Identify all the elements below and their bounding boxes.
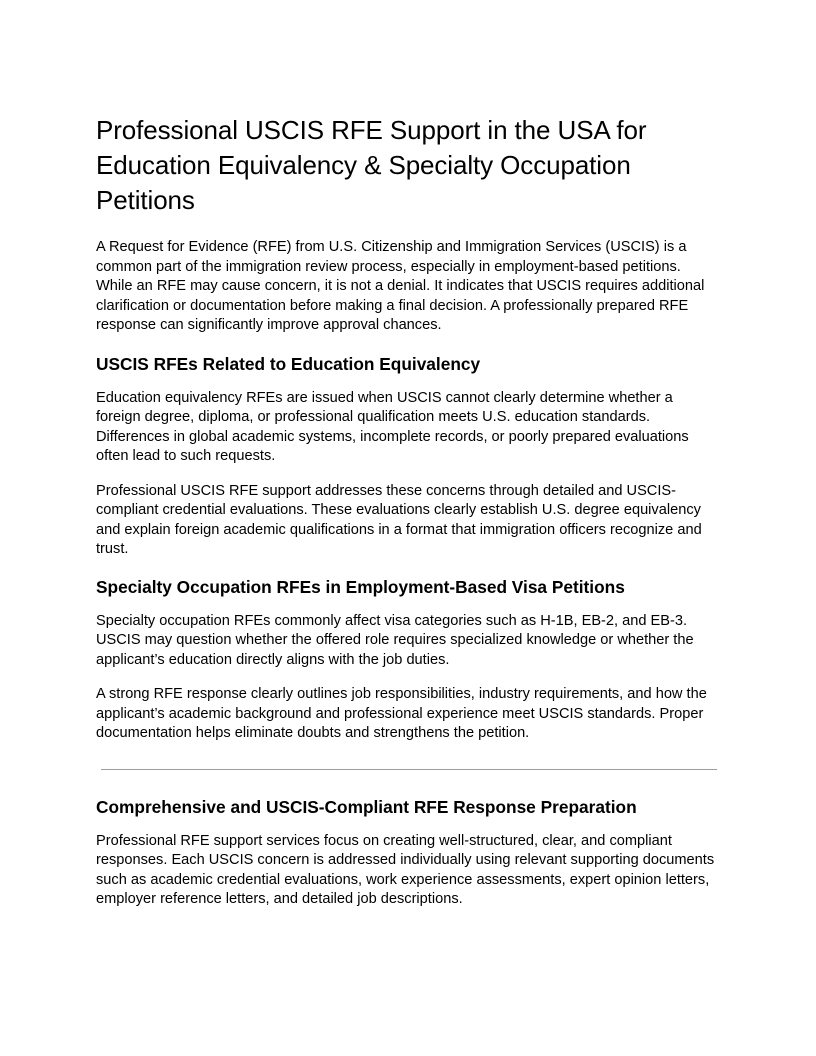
specialty-occupation-paragraph-1: Specialty occupation RFEs commonly affect visa categories such as H-1B, EB-2, and EB-3. USCIS may question whether the offered role requires specialized knowledge or whether the applicant’s education directly aligns with the job duties. [96, 612, 694, 668]
intro-paragraph: A Request for Evidence (RFE) from U.S. Citizenship and Immigration Services (USCIS) is a common part of the immigration review process, especially in employment-based petitions. While an RFE may cause concern, it is not a denial. It indicates that USCIS requires additional clarification or documentation before making a final decision. A professionally prepared RFE response can significantly improve approval chances. [96, 239, 705, 333]
specialty-occupation-paragraph-2: A strong RFE response clearly outlines job responsibilities, industry requirements, and how the applicant’s academic background and professional experience meet USCIS standards. Proper documentation helps eliminate doubts and strengthens the petition. [96, 686, 707, 741]
document-page [96, 113, 721, 910]
section-heading-education-equivalency: USCIS RFEs Related to Education Equivalency [96, 353, 481, 374]
section-heading-rfe-response-preparation: Comprehensive and USCIS-Compliant RFE Response Preparation [96, 796, 637, 817]
education-equivalency-paragraph-2: Professional USCIS RFE support addresses these concerns through detailed and USCIS-compliant credential evaluations. These evaluations clearly establish U.S. degree equivalency and explain foreign academic qualifications in a format that immigration officers recognize and trust. [96, 482, 702, 557]
education-equivalency-paragraph-1: Education equivalency RFEs are issued when USCIS cannot clearly determine whether a foreign degree, diploma, or professional qualification meets U.S. education standards. Differences in global academic systems, incomplete records, or poorly prepared evaluations often lead to such requests. [96, 389, 689, 464]
document-title: Professional USCIS RFE Support in the USA for Education Equivalency & Specialty Occupation Petitions [96, 115, 647, 215]
section-heading-specialty-occupation: Specialty Occupation RFEs in Employment-Based Visa Petitions [96, 576, 625, 597]
horizontal-divider [101, 769, 717, 770]
rfe-response-preparation-paragraph-1: Professional RFE support services focus on creating well-structured, clear, and compliant responses. Each USCIS concern is addressed individually using relevant supporting documents such as academic credential evaluations, work experience assessments, expert opinion letters, employer reference letters, and detailed job descriptions. [96, 832, 715, 907]
